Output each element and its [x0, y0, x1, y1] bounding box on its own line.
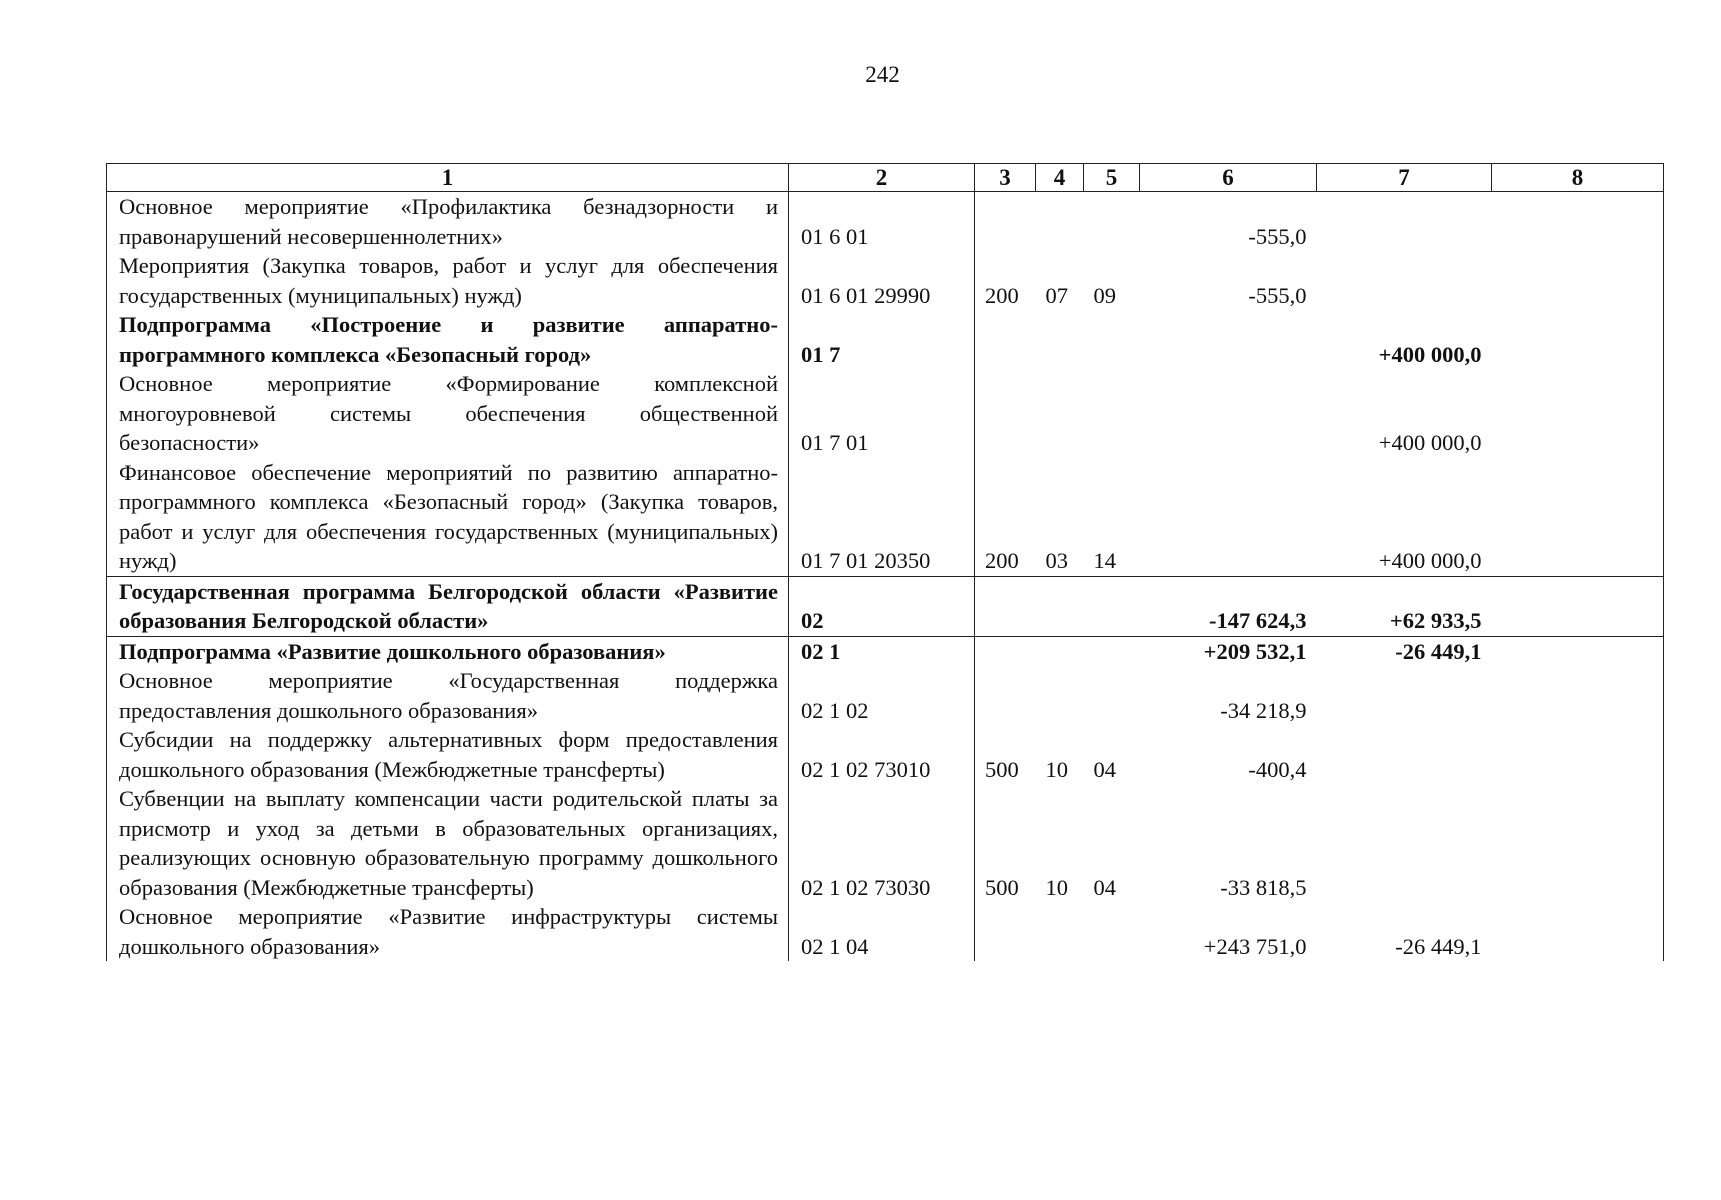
row-subsection — [1084, 310, 1140, 369]
row-section: 03 — [1045, 548, 1068, 573]
row-code: 02 — [789, 576, 975, 636]
row-section — [1036, 902, 1084, 961]
row-value-col7: -26 449,1 — [1317, 636, 1492, 666]
header-row — [107, 164, 1664, 192]
header-col-8: 8 — [1492, 164, 1664, 192]
row-section — [1036, 666, 1084, 725]
row-value-col6: -33 818,5 — [1220, 874, 1307, 900]
row-expense-type — [975, 902, 1036, 961]
row-description: Субвенции на выплату компенсации части родительской платы за присмотр и уход за детьми в образовательных организациях, реализующих основную образовательную программу дошкольного образования (Межбюджетные трансферты) — [107, 784, 789, 902]
row-code: 01 7 01 20350 — [789, 458, 975, 577]
table-row — [107, 310, 1664, 369]
row-code: 02 1 02 — [789, 666, 975, 725]
row-description: Субсидии на поддержку альтернативных форм предоставления дошкольного образования (Межбюджетные трансферты) — [107, 725, 789, 784]
row-value-col8 — [1492, 192, 1664, 252]
row-value-col7 — [1317, 666, 1492, 725]
row-value-col8 — [1492, 666, 1664, 725]
table-row — [107, 902, 1664, 961]
row-value-col8 — [1492, 576, 1664, 636]
row-value-col6: -555,0 — [1248, 223, 1307, 249]
row-value-col8 — [1492, 784, 1664, 902]
row-value-col7 — [1317, 725, 1492, 784]
row-subsection: 09 — [1093, 282, 1116, 308]
row-section — [1036, 576, 1084, 636]
row-expense-type: 500 — [985, 874, 1019, 900]
row-expense-type: 500 — [985, 756, 1019, 782]
row-value-col7: +400 000,0 — [1378, 430, 1482, 455]
row-description: Основное мероприятие «Профилактика безнадзорности и правонарушений несовершеннолетних» — [107, 192, 789, 252]
row-subsection: 04 — [1093, 756, 1116, 782]
header-col-1: 1 — [107, 164, 789, 192]
row-value-col7: +62 933,5 — [1317, 576, 1492, 636]
row-value-col6 — [1140, 458, 1317, 577]
row-code: 01 7 01 — [789, 369, 975, 458]
row-section: 10 — [1045, 874, 1068, 900]
row-code: 01 6 01 — [789, 192, 975, 252]
row-value-col8 — [1492, 902, 1664, 961]
table-row — [107, 251, 1664, 310]
row-value-col8 — [1492, 636, 1664, 666]
table-row — [107, 458, 1664, 577]
budget-table — [106, 163, 1664, 961]
row-section — [1036, 369, 1084, 458]
row-value-col7: +400 000,0 — [1378, 341, 1482, 367]
row-description: Основное мероприятие «Формирование комплексной многоуровневой системы обеспечения общественной безопасности» — [107, 369, 789, 458]
row-section — [1036, 192, 1084, 252]
row-subsection: 14 — [1093, 548, 1116, 573]
row-description: Основное мероприятие «Государственная поддержка предоставления дошкольного образования» — [107, 666, 789, 725]
table-row — [107, 576, 1664, 636]
row-value-col6: -34 218,9 — [1220, 697, 1307, 723]
row-section: 10 — [1045, 756, 1068, 782]
row-subsection — [1084, 192, 1140, 252]
table-row — [107, 369, 1664, 458]
row-code: 02 1 02 73030 — [789, 784, 975, 902]
row-value-col6 — [1140, 310, 1317, 369]
row-code: 02 1 02 73010 — [789, 725, 975, 784]
row-value-col8 — [1492, 310, 1664, 369]
row-description: Финансовое обеспечение мероприятий по развитию аппаратно-программного комплекса «Безопасный город» (Закупка товаров, работ и услуг для обеспечения государственных (муниципальных) нужд) — [107, 458, 789, 577]
table-row — [107, 636, 1664, 666]
row-code: 02 1 04 — [789, 902, 975, 961]
row-value-col7: -26 449,1 — [1395, 933, 1482, 959]
row-value-col7 — [1317, 251, 1492, 310]
header-col-4: 4 — [1036, 164, 1084, 192]
row-section: 07 — [1045, 282, 1068, 308]
row-expense-type — [975, 310, 1036, 369]
row-value-col8 — [1492, 369, 1664, 458]
row-value-col6: -147 624,3 — [1140, 576, 1317, 636]
table-row — [107, 784, 1664, 902]
row-section — [1036, 310, 1084, 369]
row-subsection — [1084, 636, 1140, 666]
row-subsection — [1084, 666, 1140, 725]
row-subsection — [1084, 576, 1140, 636]
row-value-col6: -555,0 — [1248, 282, 1307, 308]
row-value-col6 — [1140, 369, 1317, 458]
row-subsection — [1084, 902, 1140, 961]
row-expense-type — [975, 369, 1036, 458]
budget-table-container — [106, 163, 1663, 961]
row-value-col6: +243 751,0 — [1203, 933, 1307, 959]
row-subsection — [1084, 369, 1140, 458]
row-value-col7 — [1317, 784, 1492, 902]
table-row — [107, 666, 1664, 725]
row-value-col7 — [1317, 192, 1492, 252]
row-description: Государственная программа Белгородской области «Развитие образования Белгородской области» — [107, 576, 789, 636]
row-expense-type: 200 — [985, 548, 1019, 573]
row-description: Мероприятия (Закупка товаров, работ и услуг для обеспечения государственных (муниципальных) нужд) — [107, 251, 789, 310]
row-expense-type: 200 — [985, 282, 1019, 308]
header-col-7: 7 — [1317, 164, 1492, 192]
header-col-5: 5 — [1084, 164, 1140, 192]
row-description: Подпрограмма «Развитие дошкольного образования» — [107, 636, 789, 666]
row-expense-type — [975, 636, 1036, 666]
page-number: 242 — [865, 62, 900, 87]
table-row — [107, 725, 1664, 784]
row-code: 02 1 — [789, 636, 975, 666]
row-code: 01 6 01 29990 — [789, 251, 975, 310]
row-value-col6: -400,4 — [1248, 756, 1307, 782]
row-value-col8 — [1492, 725, 1664, 784]
row-value-col6: +209 532,1 — [1140, 636, 1317, 666]
row-value-col7: +400 000,0 — [1378, 548, 1482, 573]
table-row — [107, 192, 1664, 252]
header-col-6: 6 — [1140, 164, 1317, 192]
header-col-2: 2 — [789, 164, 975, 192]
header-col-3: 3 — [975, 164, 1036, 192]
row-expense-type — [975, 666, 1036, 725]
row-section — [1036, 636, 1084, 666]
row-value-col8 — [1492, 251, 1664, 310]
row-expense-type — [975, 192, 1036, 252]
row-value-col8 — [1492, 458, 1664, 577]
row-description: Подпрограмма «Построение и развитие аппаратно-программного комплекса «Безопасный город» — [107, 310, 789, 369]
row-subsection: 04 — [1093, 874, 1116, 900]
row-description: Основное мероприятие «Развитие инфраструктуры системы дошкольного образования» — [107, 902, 789, 961]
row-expense-type — [975, 576, 1036, 636]
row-code: 01 7 — [789, 310, 975, 369]
